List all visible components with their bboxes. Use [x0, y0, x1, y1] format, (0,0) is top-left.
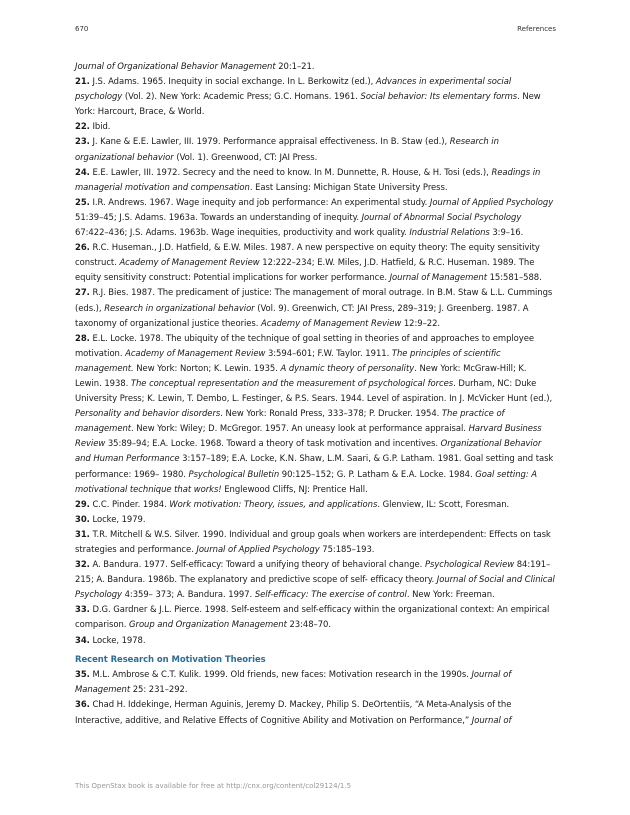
citation-title: Organizational Behavior and Human Performance	[75, 438, 542, 464]
reference-entry	[75, 527, 555, 557]
reference-number: 31.	[75, 528, 90, 539]
citation-title: The practice of management	[75, 408, 505, 434]
citation-text: . Durham, NC: Duke University Press; K. Lewin, T. Dembo, L. Festinger, & P.S. Sears. 1944. Level of aspiration. In J. McVicker Hunt (ed.),	[75, 377, 553, 404]
citation-title: Psychological Review	[424, 559, 515, 570]
reference-entry	[75, 633, 555, 648]
citation-title: Journal of Applied Psychology	[429, 196, 554, 207]
recent-research-heading: Recent Research on Motivation Theories	[75, 654, 266, 665]
reference-number: 21.	[75, 76, 90, 87]
reference-entry	[75, 165, 555, 195]
citation-text: Locke, 1979.	[92, 513, 146, 524]
reference-number: 35.	[75, 669, 90, 680]
citation-title: Industrial Relations	[409, 227, 490, 238]
continued-reference	[75, 59, 555, 74]
citation-text: . Glenview, IL: Scott, Foresman.	[377, 498, 510, 509]
citation-title: A dynamic theory of personality	[280, 362, 415, 373]
reference-number: 25.	[75, 196, 90, 207]
citation-title: Journal of Management	[75, 669, 512, 695]
citation-text: . New York: Ronald Press, 333–378; P. Drucker. 1954.	[220, 408, 442, 419]
reference-entry	[75, 697, 555, 727]
citation-text: I.R. Andrews. 1967. Wage inequity and job performance: An experimental study.	[92, 196, 430, 207]
citation-text: T.R. Mitchell & W.S. Silver. 1990. Individual and group goals when workers are interdependent: Effects on task strategies and performance.	[75, 528, 551, 554]
reference-number: 26.	[75, 242, 90, 253]
citation-title: Advances in experimental social psychology	[75, 76, 512, 102]
citation-title: Journal of Applied Psychology	[196, 544, 320, 554]
citation-title: Academy of Management Review	[261, 317, 402, 328]
reference-number: 30.	[75, 513, 90, 524]
reference-entry	[75, 134, 555, 164]
reference-number: 22.	[75, 121, 90, 132]
citation-title: The principles of scientific management.	[75, 347, 501, 373]
citation-title: Readings in managerial motivation and compensation	[75, 166, 541, 192]
citation-text: A. Bandura. 1977. Self-efficacy: Toward a unifying theory of behavioral change.	[92, 559, 425, 570]
citation-title: Journal of	[471, 714, 512, 725]
citation-text: (Vol. 9). Greenwich, CT: JAI Press, 289–319; J. Greenberg. 1987. A taxonomy of organizational justice theories.	[75, 302, 529, 328]
citation-text: (Vol. 2). New York: Academic Press; G.C. Homans. 1961.	[122, 91, 361, 102]
citation-text: Englewood Cliffs, NJ: Prentice Hall.	[221, 483, 368, 494]
reference-entry	[75, 240, 555, 285]
citation-text: 51:39–45; J.S. Adams. 1963a. Towards an understanding of inequity.	[75, 211, 362, 222]
citation-text: . East Lansing: Michigan State University Press.	[249, 181, 448, 192]
citation-text: 4:359– 373; A. Bandura. 1997.	[121, 589, 255, 600]
citation-text: Locke, 1978.	[92, 634, 146, 645]
citation-text: 3:9–16.	[489, 227, 524, 238]
citation-text: 3:594–601; F.W. Taylor. 1911.	[265, 347, 392, 358]
citation-text: 23:48–70.	[286, 619, 331, 630]
citation-text: J. Kane & E.E. Lawler, III. 1979. Performance appraisal effectiveness. In B. Staw (ed.),	[92, 136, 450, 147]
citation-title: Journal of Organizational Behavior Management	[75, 61, 276, 71]
citation-text: 35:89–94; E.A. Locke. 1968. Toward a theory of task motivation and incentives.	[105, 438, 441, 449]
citation-title: Personality and behavior disorders	[75, 408, 221, 419]
citation-text: . New York: Wiley; D. McGregor. 1957. An uneasy look at performance appraisal.	[131, 423, 469, 434]
reference-number: 32.	[75, 559, 90, 570]
citation-title: Journal of Abnormal Social Psychology	[361, 211, 522, 222]
page-number: 670	[75, 25, 89, 33]
citation-text: . New York: Freeman.	[406, 589, 495, 600]
footer-note: This OpenStax book is available for free at http://cnx.org/content/col29124/1.5	[75, 782, 352, 790]
reference-entry	[75, 667, 555, 697]
citation-title: Academy of Management Review	[119, 257, 260, 268]
citation-text: . New York: Harcourt, Brace, & World.	[75, 91, 541, 117]
citation-title: Goal setting: A motivational technique that works!	[75, 468, 537, 494]
citation-title: Work motivation: Theory, issues, and applications	[169, 498, 378, 509]
citation-text: Chad H. Iddekinge, Herman Aguinis, Jeremy D. Mackey, Philip S. DeOrtentiis, “A Meta-Analysis of the Interactive, additive, and Relative Effects of Cognitive Ability and Motivation on Performance,”	[75, 699, 512, 725]
reference-entry	[75, 285, 555, 330]
citation-title: Group and Organization Management	[129, 619, 287, 630]
citation-text: Ibid.	[92, 121, 111, 132]
section-name: References	[517, 25, 556, 33]
reference-number: 28.	[75, 332, 90, 343]
citation-text: D.G. Gardner & J.L. Pierce. 1998. Self-esteem and self-efficacy within the organizational context: An empirical comparison.	[75, 604, 550, 630]
citation-title: Journal of Management	[389, 272, 487, 283]
citation-text: 15:581–588.	[486, 272, 542, 283]
citation-text: 25: 231–292.	[130, 684, 188, 695]
citation-text: 20:1–21.	[275, 61, 315, 71]
citation-text: 12:222–234; E.W. Miles, J.D. Hatfield, & R.C. Huseman. 1989. The equity sensitivity construct: Potential implications for worker performance.	[75, 257, 535, 283]
citation-text: 75:185–193.	[319, 544, 375, 554]
citation-text: R.J. Bies. 1987. The predicament of justice: The management of moral outrage. In B.M. Staw & L.L. Cummings (eds.),	[75, 287, 553, 313]
reference-entry	[75, 119, 555, 134]
reference-entry	[75, 557, 555, 602]
citation-title: Harvard Business Review	[75, 423, 542, 449]
citation-text: 12:9–22.	[401, 317, 441, 328]
reference-entry	[75, 497, 555, 512]
reference-entry	[75, 195, 555, 240]
reference-entry	[75, 331, 555, 497]
recent-reference-entries	[75, 667, 555, 727]
reference-entry	[75, 74, 555, 119]
citation-text: 84:191–215; A. Bandura. 1986b. The explanatory and predictive scope of self- efficacy theory.	[75, 559, 551, 585]
reference-entry	[75, 602, 555, 632]
reference-number: 29.	[75, 498, 90, 509]
citation-text: 67:422–436; J.S. Adams. 1963b. Wage inequities, productivity and work quality.	[75, 227, 410, 238]
citation-title: Journal of Social and Clinical Psychology	[75, 574, 555, 600]
citation-title: Self-efficacy: The exercise of control	[254, 589, 407, 600]
citation-text: 3:157–189; E.A. Locke, K.N. Shaw, L.M. Saari, & G.P. Latham. 1981. Goal setting and task performance: 1969– 1980.	[75, 453, 554, 479]
citation-text: (Vol. 1). Greenwood, CT: JAI Press.	[173, 151, 318, 162]
citation-text: R.C. Huseman., J.D. Hatfield, & E.W. Miles. 1987. A new perspective on equity theory: The equity sensitivity construct.	[75, 242, 540, 268]
citation-title: Psychological Bulletin	[188, 468, 280, 479]
citation-title: Academy of Management Review	[125, 347, 266, 358]
reference-number: 24.	[75, 166, 90, 177]
citation-text: E.L. Locke. 1978. The ubiquity of the technique of goal setting in theories of and approaches to employee motivation.	[75, 332, 535, 358]
citation-text: C.C. Pinder. 1984.	[92, 498, 170, 509]
reference-number: 36.	[75, 699, 90, 710]
reference-entry	[75, 512, 555, 527]
citation-text: J.S. Adams. 1965. Inequity in social exchange. In L. Berkowitz (ed.),	[92, 76, 376, 87]
reference-number: 33.	[75, 604, 90, 615]
citation-text: M.L. Ambrose & C.T. Kulik. 1999. Old friends, new faces: Motivation research in the 1990s.	[92, 669, 472, 680]
page-header	[75, 25, 556, 37]
citation-title: The conceptual representation and the measurement of psychological forces	[130, 377, 454, 388]
citation-text: . New York: McGraw-Hill; K. Lewin. 1938.	[75, 362, 527, 388]
reference-entries	[75, 74, 555, 648]
citation-title: Social behavior: Its elementary forms	[360, 91, 518, 102]
citation-title: Research in organizational behavior	[104, 302, 255, 313]
references-list	[75, 59, 555, 728]
citation-text: E.E. Lawler, III. 1972. Secrecy and the need to know. In M. Dunnette, R. House, & H. Tosi (eds.),	[92, 166, 492, 177]
reference-number: 23.	[75, 136, 90, 147]
reference-number: 34.	[75, 634, 90, 645]
citation-title: Research in organizational behavior	[75, 136, 499, 162]
citation-text: New York: Norton; K. Lewin. 1935.	[133, 362, 281, 373]
citation-text: 90:125–152; G. P. Latham & E.A. Locke. 1984.	[279, 468, 476, 479]
reference-number: 27.	[75, 287, 90, 298]
